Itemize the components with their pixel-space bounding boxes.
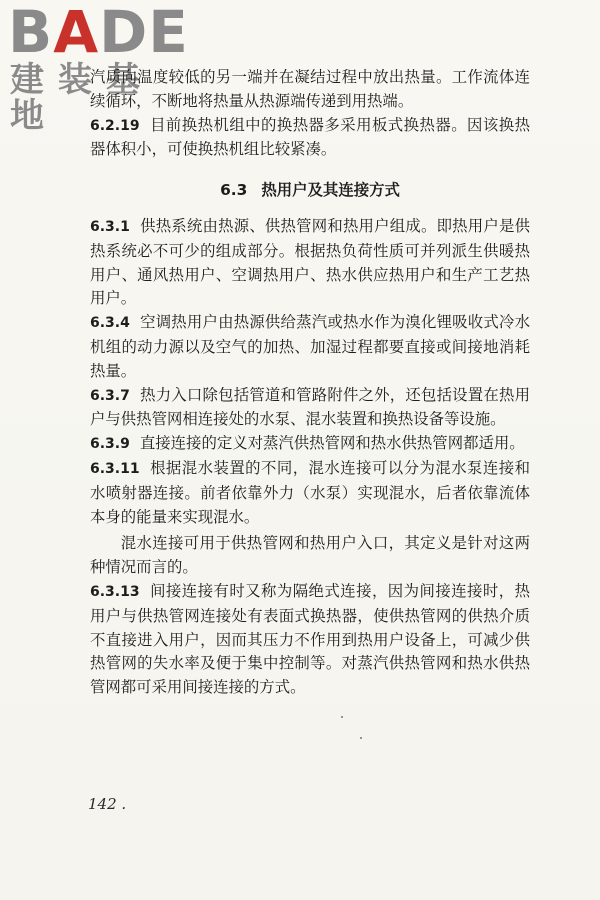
continued-paragraph: [90, 66, 530, 114]
page-number: 142 .: [88, 795, 127, 813]
clause-text: 间接连接有时又称为隔绝式连接，因为间接连接时，热用户与供热管网连接处有表面式换热器，使供热管网的供热介质不直接进入用户，因而其压力不作用到热用户设备上，可减少供热管网的失水率及便于集中控制等。对蒸汽供热管网和热水供热管网都可采用间接连接的方式。: [90, 581, 530, 697]
logo-letters-de: DE: [99, 0, 189, 66]
clause-text: 目前换热机组中的换热器多采用板式换热器。因该换热器体积小，可使换热机组比较紧凑。: [90, 115, 530, 159]
clause-number: 6.3.11: [90, 460, 140, 477]
clause-text: 混水连接可用于供热管网和热用户入口，其定义是针对这两种情况而言的。: [90, 534, 530, 577]
clause-number: 6.3.9: [90, 436, 130, 453]
section-title: 热用户及其连接方式: [261, 181, 400, 200]
clause-text: 空调热用户由热源供给蒸汽或热水作为溴化锂吸收式冷水机组的动力源以及空气的加热、加湿过程都要直接或间接地消耗热量。: [90, 313, 530, 380]
clause-text: 直接连接的定义对蒸汽供热管网和热水供热管网都适用。: [139, 434, 525, 453]
section-heading: [90, 179, 530, 203]
logo-letter-b: B: [8, 0, 54, 66]
clause-6-3-7: [90, 384, 530, 433]
clause-number: 6.3.7: [90, 387, 130, 404]
logo-letter-a: A: [53, 0, 100, 66]
clause-number: 6.2.19: [90, 117, 140, 134]
clause-text: 热力入口除包括管道和管路附件之外，还包括设置在热用户与供热管网相连接处的水泵、混水装置和换热设备等设施。: [90, 385, 530, 429]
clause-6-3-11-continuation: [90, 532, 530, 580]
logo-subtitle: 建装基地: [10, 60, 154, 136]
clause-number: 6.3.13: [90, 583, 140, 600]
document-body: [90, 66, 530, 700]
clause-text: 供热系统由热源、供热管网和热用户组成。即热用户是供热系统必不可少的组成部分。根据热负荷性质可并列派生供暖热用户、通风热用户、空调热用户、热水供应热用户和生产工艺热用户。: [90, 216, 530, 308]
clause-text: 根据混水装置的不同，混水连接可以分为混水泵连接和水喷射器连接。前者依靠外力（水泵）实现混水，后者依靠流体本身的能量来实现混水。: [90, 458, 530, 526]
clause-6-3-4: [90, 311, 530, 383]
scan-speck: [360, 737, 362, 739]
clause-6-3-11: [90, 457, 530, 529]
logo-wordmark: [8, 0, 189, 66]
clause-6-3-9: [90, 432, 530, 457]
paragraph-text: 汽质向温度较低的另一端并在凝结过程中放出热量。工作流体连续循环，不断地将热量从热源端传递到用热端。: [90, 68, 530, 110]
section-number: 6.3: [220, 181, 248, 200]
clause-number: 6.3.4: [90, 315, 130, 332]
clause-6-3-1: [90, 215, 530, 311]
clause-number: 6.3.1: [90, 218, 130, 235]
scan-speck: [341, 716, 343, 718]
clause-6-3-13: [90, 580, 530, 700]
clause-6-2-19: [90, 114, 530, 163]
